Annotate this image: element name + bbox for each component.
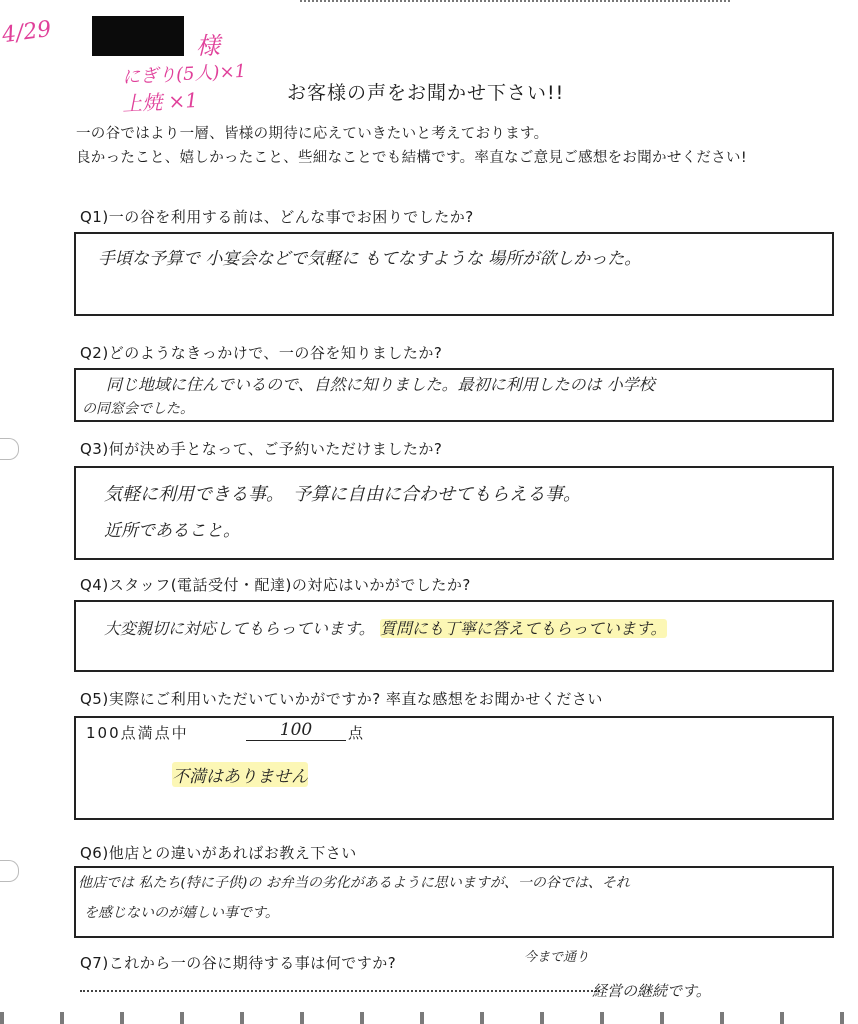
question-1-answer-line: 手頃な予算で 小宴会などで気軽に もてなすような 場所が欲しかった。 bbox=[98, 249, 642, 269]
handwritten-date: 4/29 bbox=[0, 16, 53, 49]
scan-bottom-edge bbox=[0, 1012, 858, 1024]
question-3-answer-line: 近所であること。 bbox=[104, 521, 240, 541]
question-3-answer-box bbox=[74, 466, 834, 560]
question-6-answer-box bbox=[74, 866, 834, 938]
question-3-label: Q3)何が決め手となって、ご予約いただけましたか? bbox=[80, 440, 443, 458]
margin-punch-mark bbox=[0, 860, 19, 882]
score-prefix: 100点満点中 bbox=[86, 724, 189, 742]
question-4-answer-text bbox=[104, 616, 667, 639]
question-5-label: Q5)実際にご利用いただいていかがですか? 率直な感想をお聞かせください bbox=[80, 690, 603, 708]
question-7-answer: 経営の継続です。 bbox=[592, 982, 711, 1000]
question-5-answer-box bbox=[74, 716, 834, 820]
honorific-sama: 様 bbox=[196, 32, 220, 60]
question-4-answer-highlighted: 質問にも丁寧に答えてもらっています。 bbox=[379, 619, 667, 638]
score-suffix: 点 bbox=[348, 724, 364, 742]
question-7-note: 今まで通り bbox=[524, 950, 590, 965]
intro-line-2: 良かったこと、嬉しかったこと、些細なことでも結構です。率直なご意見ご感想をお聞かせください! bbox=[76, 150, 747, 166]
question-6-label: Q6)他店との違いがあればお教え下さい bbox=[80, 844, 357, 862]
score-value: 100 bbox=[246, 720, 346, 741]
question-6-answer-line: 他店では 私たち(特に子供)の お弁当の劣化があるように思いますが、一の谷では、それ bbox=[78, 875, 630, 891]
order-note-line2: 上焼 ×1 bbox=[121, 88, 199, 116]
question-2-answer-line: 同じ地域に住んでいるので、自然に知りました。最初に利用したのは 小学校 bbox=[106, 375, 655, 394]
question-1-label: Q1)一の谷を利用する前は、どんな事でお困りでしたか? bbox=[80, 208, 474, 226]
question-2-answer-line: の同窓会でした。 bbox=[82, 401, 194, 417]
question-5-answer-highlighted: 不満はありません bbox=[172, 762, 308, 787]
question-7-label: Q7)これから一の谷に期待する事は何ですか? bbox=[80, 954, 397, 972]
question-2-label: Q2)どのようなきっかけで、一の谷を知りましたか? bbox=[80, 344, 443, 362]
question-4-label: Q4)スタッフ(電話受付・配達)の対応はいかがでしたか? bbox=[80, 576, 471, 594]
page-title: お客様の声をお聞かせ下さい!! bbox=[287, 82, 565, 104]
margin-punch-mark bbox=[0, 438, 19, 460]
question-7-scribble bbox=[80, 990, 600, 992]
question-1-answer-box bbox=[74, 232, 834, 316]
question-3-answer-line: 気軽に利用できる事。 予算に自由に合わせてもらえる事。 bbox=[104, 484, 581, 505]
question-2-answer-box bbox=[74, 368, 834, 422]
scan-edge-marks bbox=[300, 0, 730, 8]
order-note-line1: にぎり(5人)×1 bbox=[121, 60, 247, 89]
redacted-customer-name bbox=[92, 16, 184, 56]
intro-line-1: 一の谷ではより一層、皆様の期待に応えていきたいと考えております。 bbox=[76, 126, 549, 142]
question-4-answer-box bbox=[74, 600, 834, 672]
question-6-answer-line: を感じないのが嬉しい事です。 bbox=[84, 905, 279, 921]
question-4-answer-plain: 大変親切に対応してもらっています。 bbox=[104, 619, 375, 638]
